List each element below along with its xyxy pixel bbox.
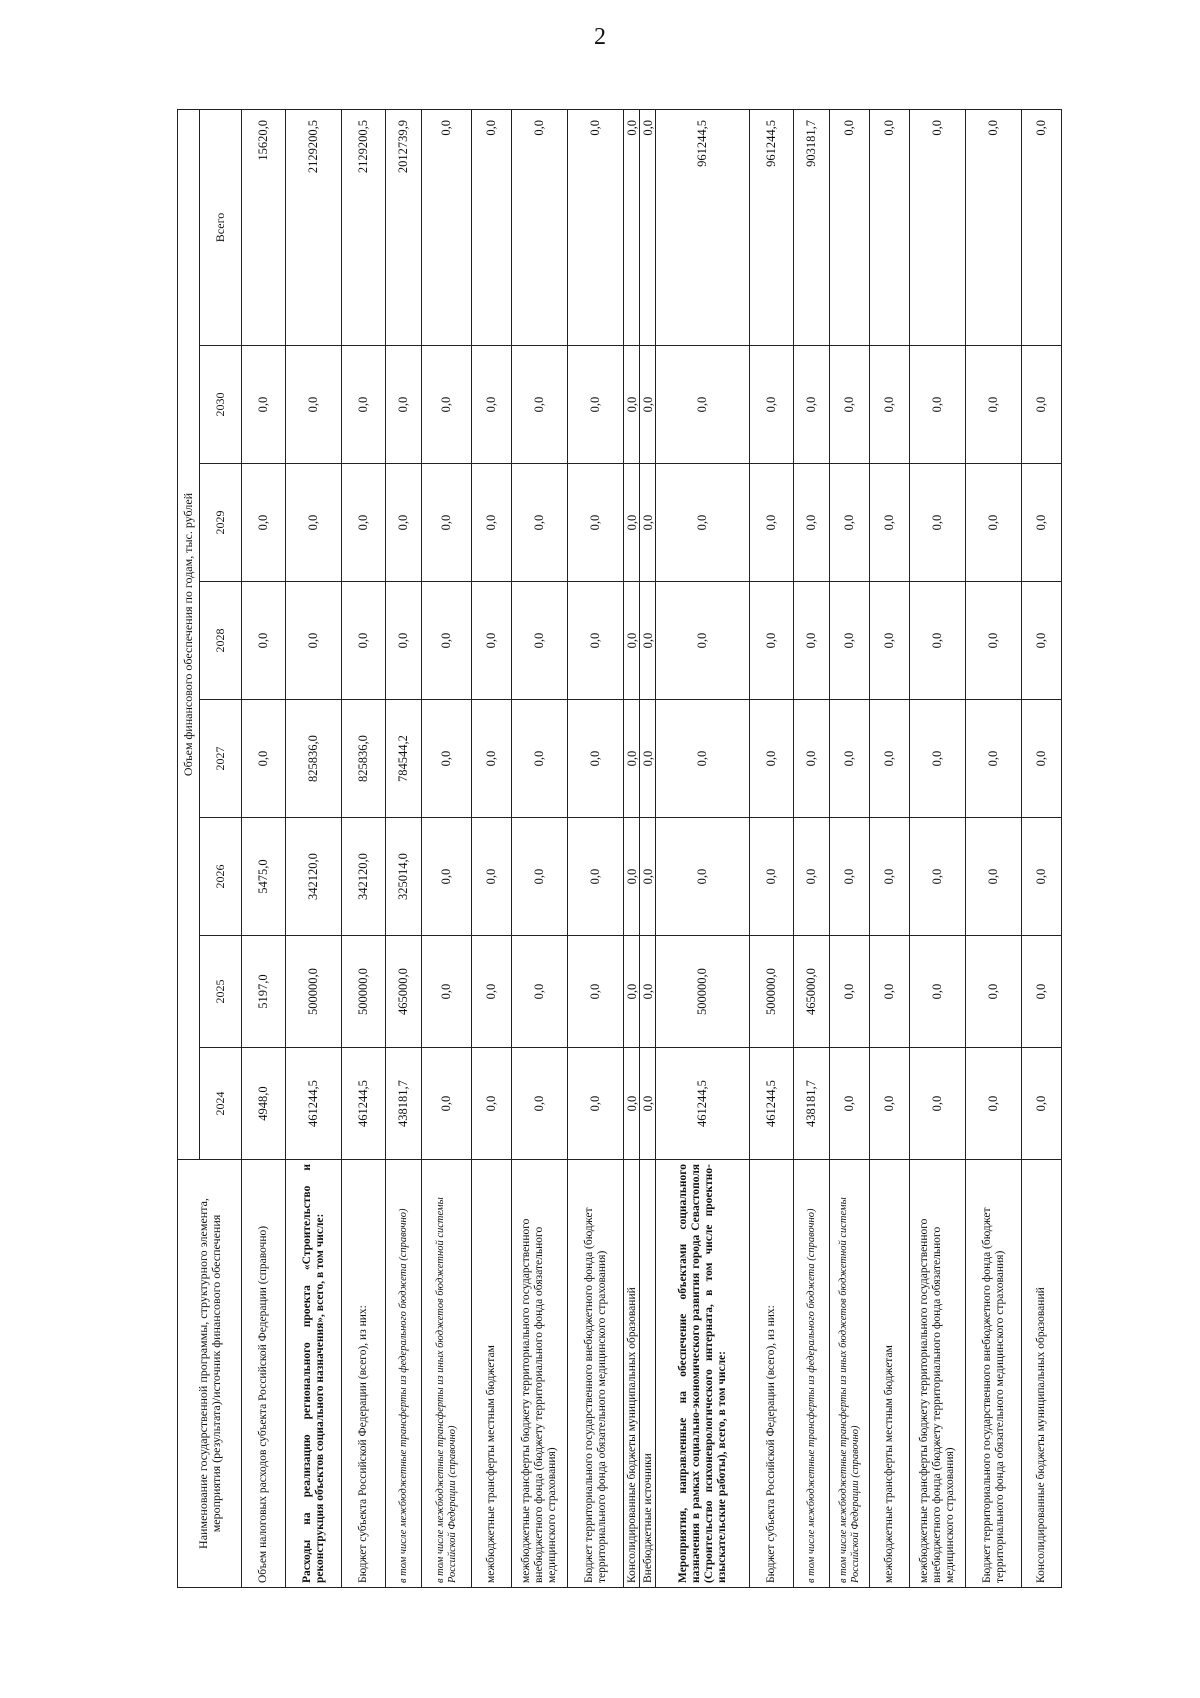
value-cell: 0,0	[624, 818, 640, 936]
total-cell: 961244,5	[656, 109, 750, 345]
value-cell: 0,0	[910, 1048, 966, 1160]
value-cell: 0,0	[870, 818, 910, 936]
value-cell: 438181,7	[386, 1048, 422, 1160]
table-row	[472, 109, 512, 1587]
value-cell: 0,0	[910, 936, 966, 1048]
value-cell: 0,0	[624, 464, 640, 582]
total-cell: 961244,5	[750, 109, 794, 345]
value-cell: 0,0	[242, 346, 286, 464]
value-cell: 0,0	[624, 936, 640, 1048]
row-name-cell: Расходы на реализацию регионального проекта «Строительство и реконструкция объектов социального назначения», всего, в том числе:	[286, 1160, 342, 1588]
value-cell: 0,0	[656, 700, 750, 818]
value-cell: 0,0	[422, 582, 472, 700]
year-header: 2025	[200, 936, 242, 1048]
value-cell: 0,0	[1022, 700, 1062, 818]
total-header: Всего	[200, 109, 242, 345]
table-row	[966, 109, 1022, 1587]
value-cell: 0,0	[656, 818, 750, 936]
value-cell: 0,0	[640, 936, 656, 1048]
row-name-cell: Консолидированные бюджеты муниципальных образований	[624, 1160, 640, 1588]
year-header: 2029	[200, 464, 242, 582]
table-row	[386, 109, 422, 1587]
total-cell: 15620,0	[242, 109, 286, 345]
value-cell: 0,0	[640, 700, 656, 818]
year-header: 2028	[200, 582, 242, 700]
value-cell: 0,0	[794, 346, 830, 464]
value-cell: 500000,0	[656, 936, 750, 1048]
row-name-cell: межбюджетные трансферты местным бюджетам	[870, 1160, 910, 1588]
value-cell: 0,0	[472, 464, 512, 582]
value-cell: 0,0	[568, 936, 624, 1048]
value-cell: 0,0	[750, 700, 794, 818]
value-cell: 0,0	[422, 346, 472, 464]
value-cell: 0,0	[568, 464, 624, 582]
value-cell: 0,0	[512, 582, 568, 700]
row-name-cell: Мероприятия, направленные на обеспечение объектами социального назначения в рамках социально-экономического развития города Севастополя (Строительство психоневрологического интерната, в том числе проектно-изыскательские работы), всего, в том числе:	[656, 1160, 750, 1588]
value-cell: 0,0	[512, 1048, 568, 1160]
table-row	[870, 109, 910, 1587]
page-number: 2	[594, 24, 606, 50]
row-name-cell: Бюджет субъекта Российской Федерации (всего), из них:	[342, 1160, 386, 1588]
value-cell: 0,0	[966, 700, 1022, 818]
year-header: 2026	[200, 818, 242, 936]
row-name-cell: Консолидированные бюджеты муниципальных образований	[1022, 1160, 1062, 1588]
value-cell: 0,0	[640, 818, 656, 936]
value-cell: 0,0	[624, 700, 640, 818]
value-cell: 438181,7	[794, 1048, 830, 1160]
value-cell: 461244,5	[286, 1048, 342, 1160]
value-cell: 0,0	[870, 700, 910, 818]
value-cell: 5197,0	[242, 936, 286, 1048]
value-cell: 342120,0	[342, 818, 386, 936]
value-cell: 0,0	[342, 582, 386, 700]
value-cell: 0,0	[568, 700, 624, 818]
value-cell: 0,0	[910, 346, 966, 464]
value-cell: 0,0	[750, 582, 794, 700]
value-cell: 0,0	[624, 582, 640, 700]
total-cell: 0,0	[422, 109, 472, 345]
value-cell: 465000,0	[794, 936, 830, 1048]
value-cell: 0,0	[830, 1048, 870, 1160]
financing-table	[177, 109, 1062, 1588]
value-cell: 0,0	[870, 1048, 910, 1160]
total-cell: 0,0	[624, 109, 640, 345]
value-cell: 0,0	[242, 464, 286, 582]
value-cell: 0,0	[512, 346, 568, 464]
value-cell: 0,0	[1022, 1048, 1062, 1160]
value-cell: 0,0	[1022, 936, 1062, 1048]
table-row	[830, 109, 870, 1587]
name-column-header: Наименование государственной программы, структурного элемента, мероприятия (результата)/источник финансового обеспечения	[178, 1160, 242, 1588]
value-cell: 0,0	[472, 1048, 512, 1160]
value-cell: 0,0	[286, 582, 342, 700]
value-cell: 0,0	[910, 818, 966, 936]
value-cell: 0,0	[966, 582, 1022, 700]
row-name-cell: Бюджет субъекта Российской Федерации (всего), из них:	[750, 1160, 794, 1588]
value-cell: 0,0	[794, 464, 830, 582]
total-cell: 0,0	[472, 109, 512, 345]
value-cell: 0,0	[1022, 346, 1062, 464]
value-cell: 0,0	[870, 936, 910, 1048]
value-cell: 0,0	[830, 818, 870, 936]
value-cell: 825836,0	[286, 700, 342, 818]
total-cell: 0,0	[830, 109, 870, 345]
value-cell: 0,0	[794, 818, 830, 936]
value-cell: 0,0	[422, 936, 472, 1048]
row-name-cell: в том числе межбюджетные трансферты из федерального бюджета (справочно)	[794, 1160, 830, 1588]
value-cell: 0,0	[750, 464, 794, 582]
value-cell: 325014,0	[386, 818, 422, 936]
value-cell: 0,0	[656, 346, 750, 464]
value-cell: 0,0	[870, 464, 910, 582]
value-cell: 0,0	[512, 936, 568, 1048]
value-cell: 0,0	[656, 582, 750, 700]
value-cell: 0,0	[512, 464, 568, 582]
value-cell: 0,0	[386, 464, 422, 582]
total-cell: 2012739,9	[386, 109, 422, 345]
table-row	[512, 109, 568, 1587]
value-cell: 5475,0	[242, 818, 286, 936]
value-cell: 0,0	[910, 700, 966, 818]
value-cell: 461244,5	[750, 1048, 794, 1160]
table-row	[1022, 109, 1062, 1587]
table-row	[640, 109, 656, 1587]
row-name-cell: межбюджетные трансферты бюджету территориального государственного внебюджетного фонда (бюджету территориального фонда обязательного медицинского страхования)	[512, 1160, 568, 1588]
value-cell: 0,0	[910, 582, 966, 700]
table-row	[568, 109, 624, 1587]
value-cell: 0,0	[640, 346, 656, 464]
value-cell: 0,0	[512, 818, 568, 936]
row-name-cell: в том числе межбюджетные трансферты из иных бюджетов бюджетной системы Российской Федерации (справочно)	[830, 1160, 870, 1588]
value-cell: 342120,0	[286, 818, 342, 936]
value-cell: 0,0	[1022, 582, 1062, 700]
value-cell: 461244,5	[342, 1048, 386, 1160]
value-cell: 0,0	[794, 700, 830, 818]
table-row	[794, 109, 830, 1587]
value-cell: 0,0	[422, 464, 472, 582]
table-row	[624, 109, 640, 1587]
row-name-cell: межбюджетные трансферты местным бюджетам	[472, 1160, 512, 1588]
value-cell: 500000,0	[286, 936, 342, 1048]
year-header: 2030	[200, 346, 242, 464]
value-cell: 0,0	[422, 1048, 472, 1160]
value-cell: 0,0	[830, 464, 870, 582]
value-cell: 0,0	[422, 700, 472, 818]
year-header: 2024	[200, 1048, 242, 1160]
value-cell: 0,0	[966, 818, 1022, 936]
value-cell: 500000,0	[342, 936, 386, 1048]
value-cell: 0,0	[286, 346, 342, 464]
value-cell: 0,0	[512, 700, 568, 818]
row-name-cell: Бюджет территориального государственного внебюджетного фонда (бюджет территориального фонда обязательного медицинского страхования)	[966, 1160, 1022, 1588]
value-cell: 0,0	[286, 464, 342, 582]
value-cell: 0,0	[242, 700, 286, 818]
value-cell: 0,0	[1022, 464, 1062, 582]
value-cell: 784544,2	[386, 700, 422, 818]
row-name-cell: Внебюджетные источники	[640, 1160, 656, 1588]
value-cell: 0,0	[472, 818, 512, 936]
value-cell: 0,0	[422, 818, 472, 936]
total-cell: 903181,7	[794, 109, 830, 345]
total-cell: 0,0	[870, 109, 910, 345]
value-cell: 0,0	[568, 582, 624, 700]
value-cell: 0,0	[342, 346, 386, 464]
value-cell: 0,0	[242, 582, 286, 700]
value-cell: 500000,0	[750, 936, 794, 1048]
value-cell: 0,0	[624, 346, 640, 464]
value-cell: 0,0	[910, 464, 966, 582]
value-cell: 0,0	[472, 936, 512, 1048]
value-cell: 0,0	[830, 700, 870, 818]
value-cell: 0,0	[830, 582, 870, 700]
row-name-cell: в том числе межбюджетные трансферты из иных бюджетов бюджетной системы Российской Федерации (справочно)	[422, 1160, 472, 1588]
value-cell: 0,0	[472, 346, 512, 464]
value-cell: 825836,0	[342, 700, 386, 818]
value-cell: 4948,0	[242, 1048, 286, 1160]
value-cell: 0,0	[750, 818, 794, 936]
value-cell: 0,0	[386, 582, 422, 700]
value-cell: 0,0	[870, 346, 910, 464]
table-row	[242, 109, 286, 1587]
value-cell: 0,0	[640, 464, 656, 582]
total-cell: 2129200,5	[286, 109, 342, 345]
value-cell: 0,0	[966, 346, 1022, 464]
financing-group-header: Объем финансового обеспечения по годам, тыс. рублей	[178, 109, 200, 1159]
value-cell: 0,0	[750, 346, 794, 464]
total-cell: 0,0	[1022, 109, 1062, 345]
total-cell: 0,0	[966, 109, 1022, 345]
total-cell: 0,0	[910, 109, 966, 345]
value-cell: 0,0	[830, 936, 870, 1048]
value-cell: 0,0	[656, 464, 750, 582]
value-cell: 0,0	[830, 346, 870, 464]
table-row	[342, 109, 386, 1587]
value-cell: 0,0	[640, 1048, 656, 1160]
value-cell: 0,0	[568, 346, 624, 464]
value-cell: 465000,0	[386, 936, 422, 1048]
value-cell: 0,0	[794, 582, 830, 700]
table-row	[910, 109, 966, 1587]
financing-table-container	[177, 110, 1063, 1588]
total-cell: 0,0	[640, 109, 656, 345]
value-cell: 0,0	[966, 1048, 1022, 1160]
table-row	[286, 109, 342, 1587]
table-row	[422, 109, 472, 1587]
value-cell: 0,0	[966, 936, 1022, 1048]
value-cell: 461244,5	[656, 1048, 750, 1160]
total-cell: 0,0	[568, 109, 624, 345]
row-name-cell: Объем налоговых расходов субъекта Российской Федерации (справочно)	[242, 1160, 286, 1588]
value-cell: 0,0	[568, 1048, 624, 1160]
value-cell: 0,0	[966, 464, 1022, 582]
year-header: 2027	[200, 700, 242, 818]
row-name-cell: Бюджет территориального государственного внебюджетного фонда (бюджет территориального фонда обязательного медицинского страхования)	[568, 1160, 624, 1588]
row-name-cell: в том числе межбюджетные трансферты из федерального бюджета (справочно)	[386, 1160, 422, 1588]
table-row	[656, 109, 750, 1587]
value-cell: 0,0	[342, 464, 386, 582]
value-cell: 0,0	[472, 582, 512, 700]
table-row	[750, 109, 794, 1587]
value-cell: 0,0	[568, 818, 624, 936]
value-cell: 0,0	[1022, 818, 1062, 936]
value-cell: 0,0	[640, 582, 656, 700]
row-name-cell: межбюджетные трансферты бюджету территориального государственного внебюджетного фонда (бюджету территориального фонда обязательного медицинского страхования)	[910, 1160, 966, 1588]
total-cell: 2129200,5	[342, 109, 386, 345]
value-cell: 0,0	[386, 346, 422, 464]
total-cell: 0,0	[512, 109, 568, 345]
value-cell: 0,0	[624, 1048, 640, 1160]
value-cell: 0,0	[870, 582, 910, 700]
value-cell: 0,0	[472, 700, 512, 818]
